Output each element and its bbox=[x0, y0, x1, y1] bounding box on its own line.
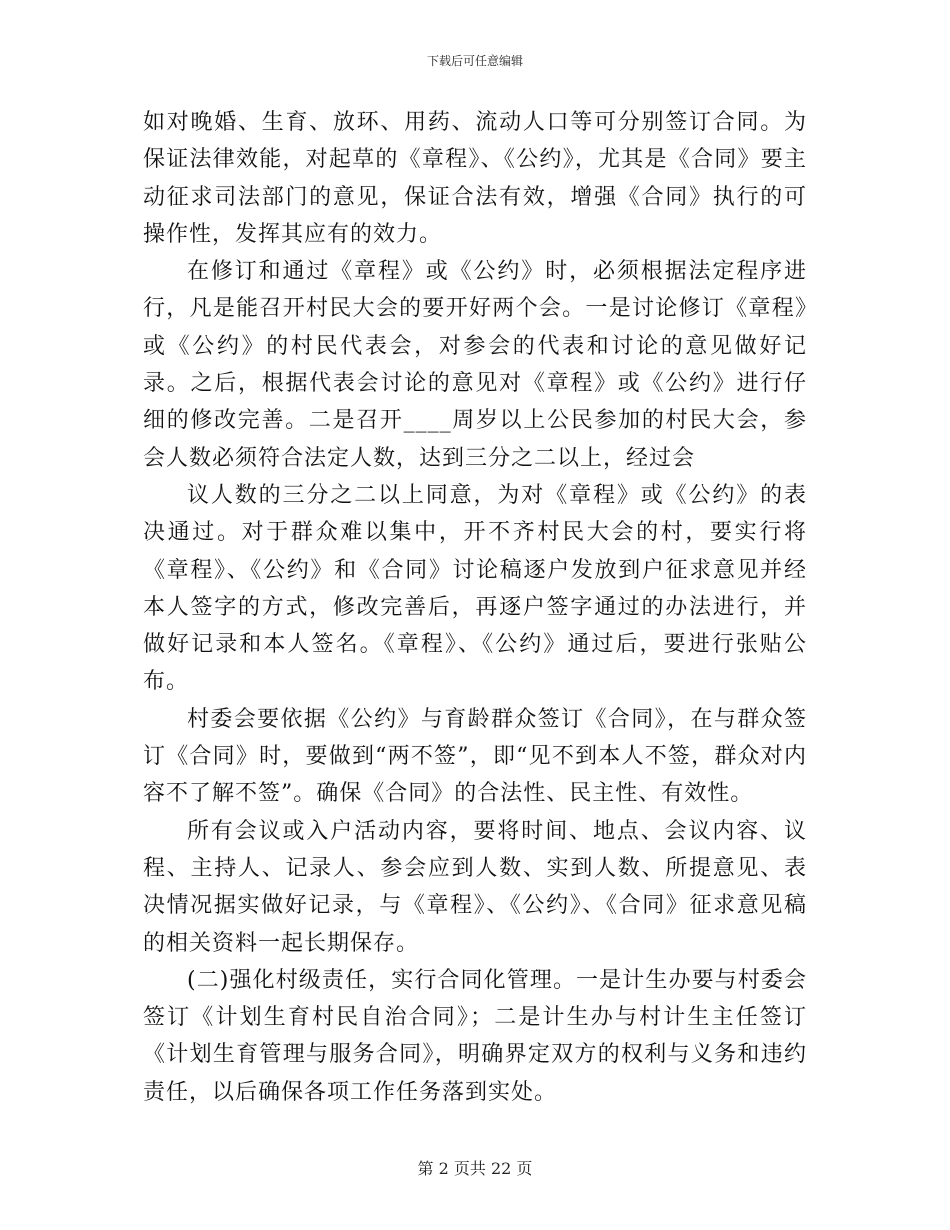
paragraph-4: 村委会要依据《公约》与育龄群众签订《合同》，在与群众签订《合同》时，要做到“两不签”，即“见不到本人不签，群众对内容不了解不签”。确保《合同》的合法性、民主性、有效性。 bbox=[143, 706, 807, 807]
page-footer: 第 2 页共 22 页 bbox=[417, 1159, 533, 1178]
paragraph-1: 如对晚婚、生育、放环、用药、流动人口等可分别签订合同。为保证法律效能，对起草的《章程》、《公约》，尤其是《合同》要主动征求司法部门的意见，保证合法有效，增强《合同》执行的可操作性，发挥其应有的效力。 bbox=[143, 110, 807, 247]
paragraph-3: 议人数的三分之二以上同意，为对《章程》或《公约》的表决通过。对于群众难以集中，开不齐村民大会的村，要实行将《章程》、《公约》和《合同》讨论稿逐户发放到户征求意见并经本人签字的方式，修改完善后，再逐户签字通过的办法进行，并做好记录和本人签名。《章程》、《公约》通过后，要进行张贴公布。 bbox=[143, 482, 807, 695]
paragraph-5: 所有会议或入户活动内容，要将时间、地点、会议内容、议程、主持人、记录人、参会应到人数、实到人数、所提意见、表决情况据实做好记录，与《章程》、《公约》、《合同》征求意见稿的相关资料一起长期保存。 bbox=[143, 818, 807, 956]
paragraph-2: 在修订和通过《章程》或《公约》时，必须根据法定程序进行，凡是能召开村民大会的要开好两个会。一是讨论修订《章程》或《公约》的村民代表会，对参会的代表和讨论的意见做好记录。之后，根据代表会讨论的意见对《章程》或《公约》进行仔细的修改完善。二是召开____周岁以上公民参加的村民大会，参会人数必须符合法定人数，达到三分之二以上，经过会 bbox=[143, 259, 807, 471]
page-header: 下载后可任意编辑 bbox=[426, 54, 523, 68]
document-body bbox=[143, 104, 807, 1111]
paragraph-6: (二)强化村级责任，实行合同化管理。一是计生办要与村委会签订《计划生育村民自治合同》；二是计生办与村计生主任签订《计划生育管理与服务合同》，明确界定双方的权利与义务和违约责任，以后确保各项工作任务落到实处。 bbox=[143, 967, 807, 1105]
